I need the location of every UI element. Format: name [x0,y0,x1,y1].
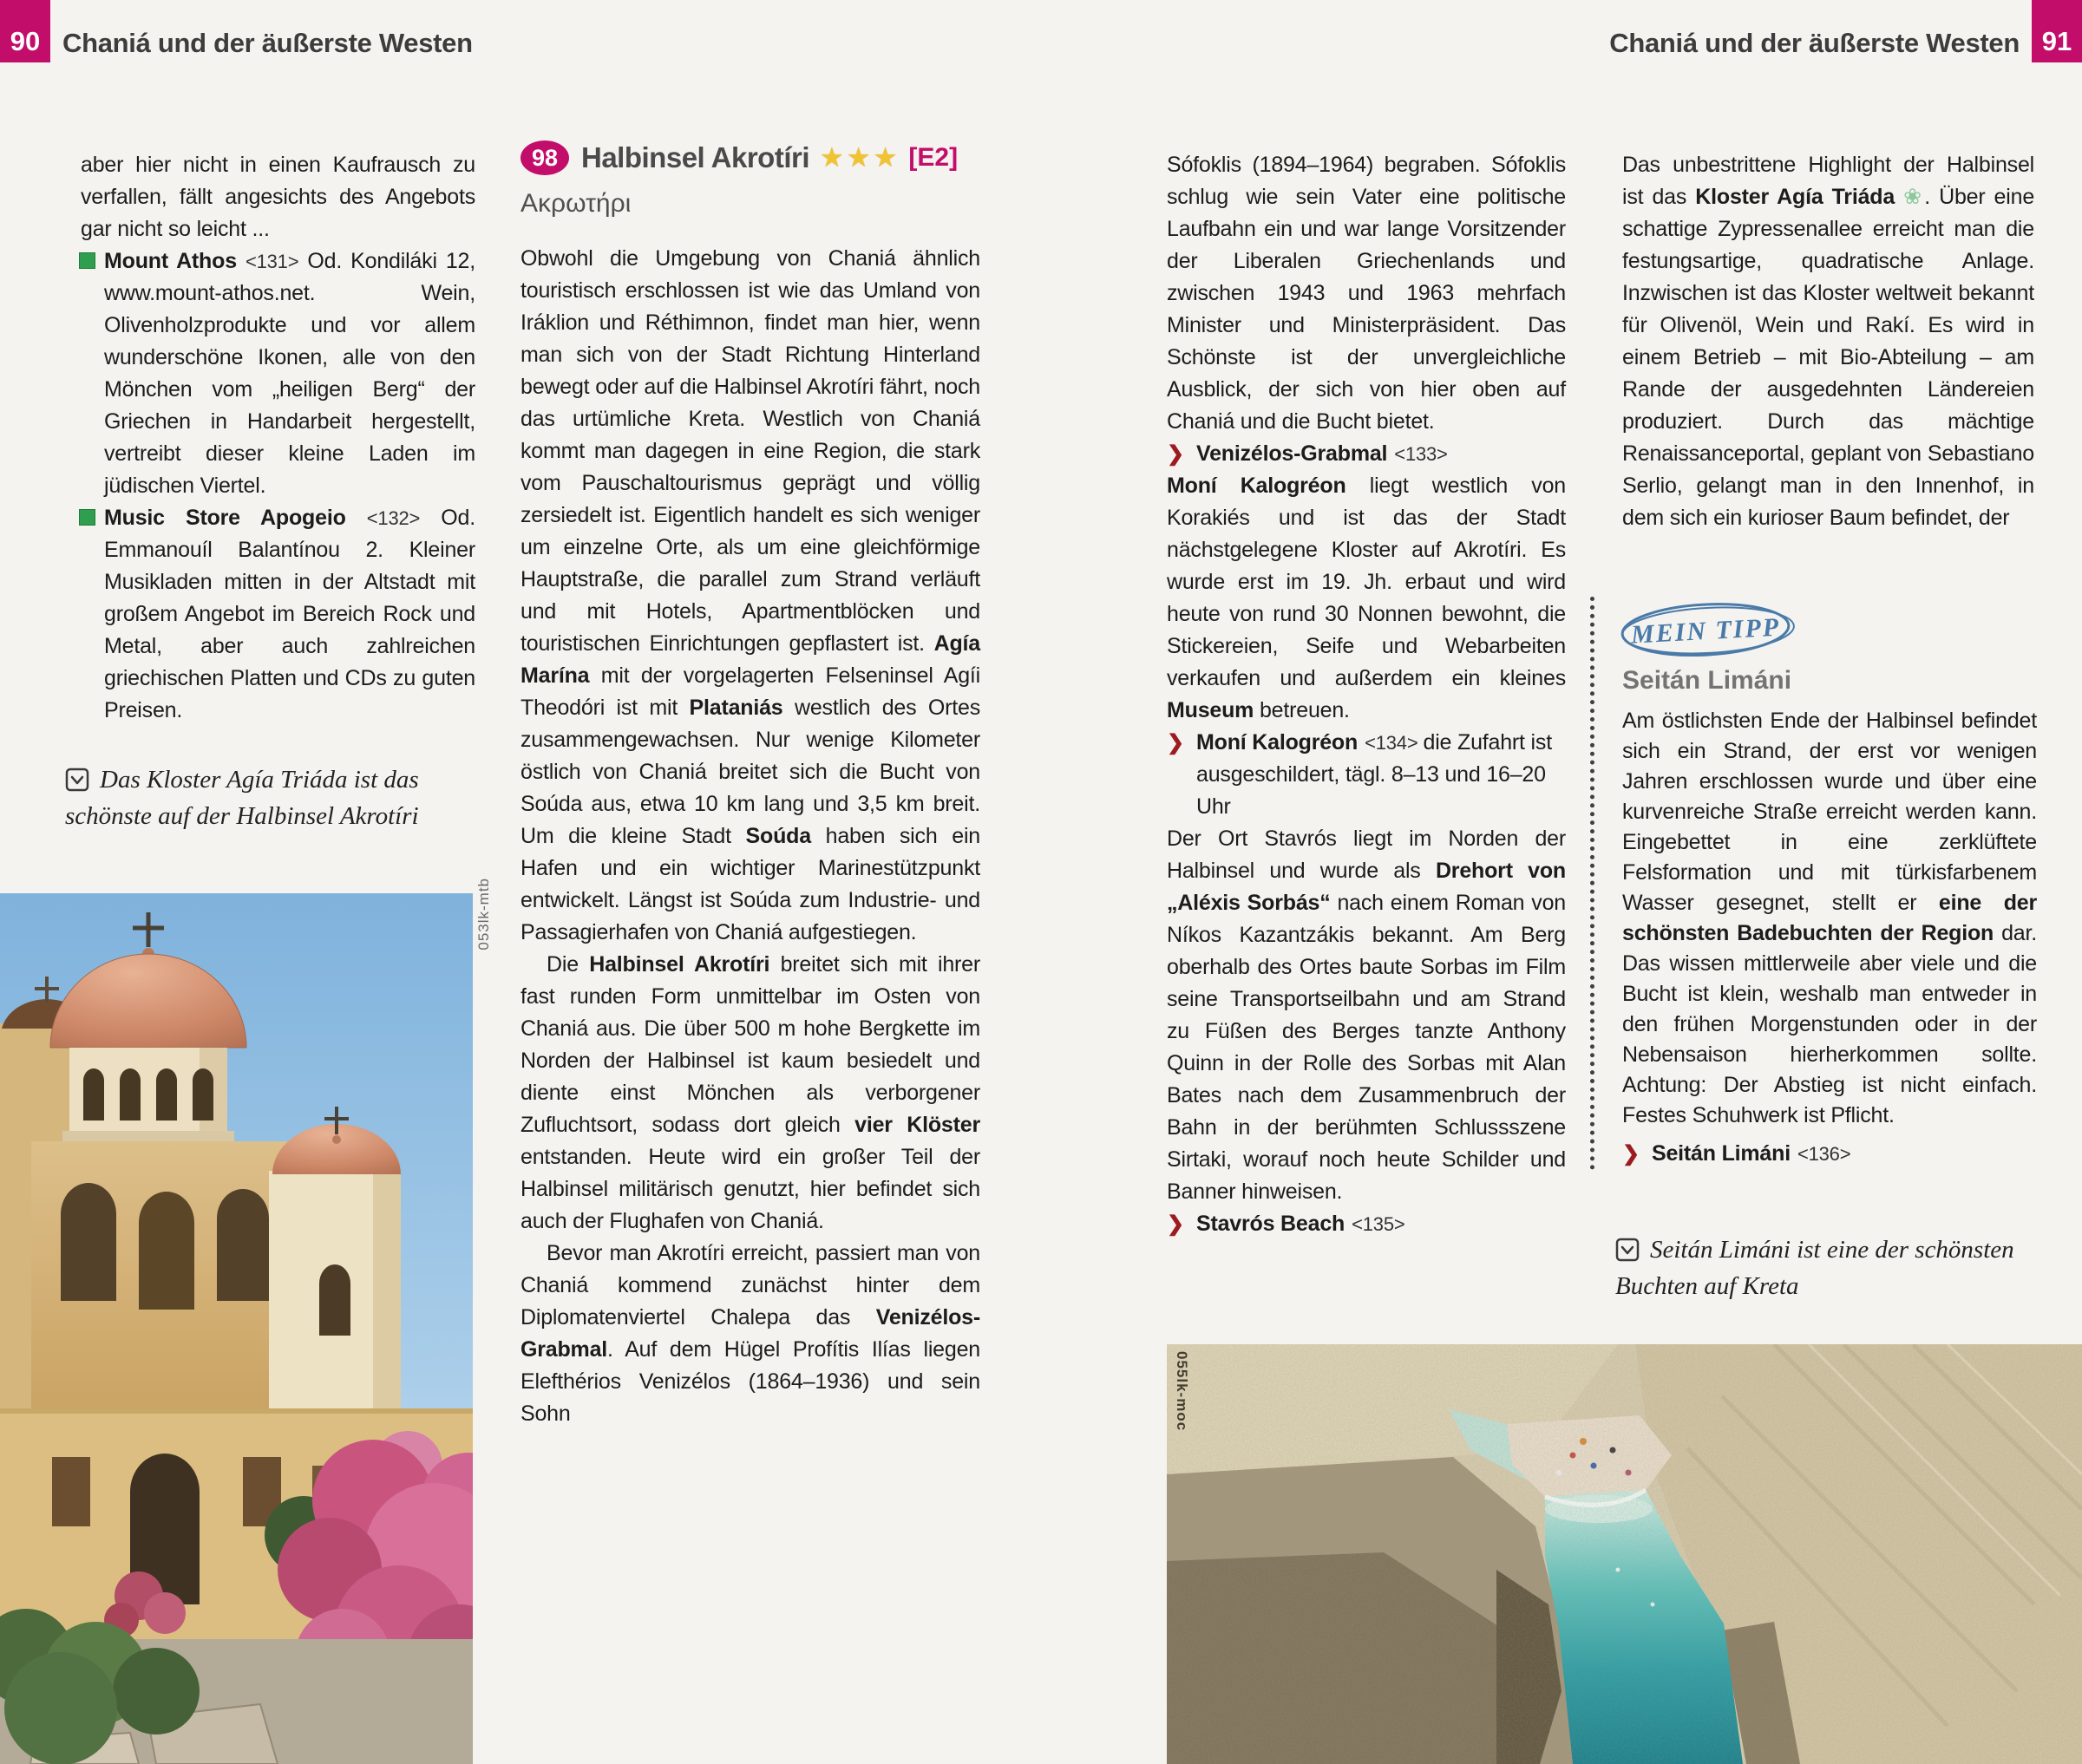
sight-link-venizelos [1167,438,1566,470]
paragraph: Die Halbinsel Akrotíri breitet sich mit ihrer fast runden Form unmittelbar im Osten von Chaniá aus. Die über 500 m hohe Bergkette im Norden der Halbinsel ist kaum besiedelt und diente einst Mönchen als verborgener Zufluchtsort, sodass dort gleich vier Klöster entstanden. Heute wird ein großer Teil der Halbinsel militärisch genutzt, hier befindet sich auch der Flughafen von Chaniá. [520,952,981,1233]
list-item-text: Music Store Apogeio <132> Od. Emmanouíl Balantínou 2. Kleiner Musikladen mitten in der Altstadt mit großem Angebot im Bereich Rock und Metal, aber auch zahlreichen griechischen Platten und CDs zu guten Preisen. [104,506,475,722]
sight-title: Halbinsel Akrotíri [581,141,810,173]
caption-box-arrow-icon [65,768,89,792]
tip-title: Seitán Limáni [1622,666,1792,695]
column-4 [1622,149,2034,534]
sight-heading [520,140,980,175]
column-3 [1167,149,1566,1240]
link-name: Venizélos-Grabmal [1196,441,1388,466]
greek-name: Ακρωτήρι [520,189,632,218]
link-ref: <134> [1365,732,1418,754]
photo-caption-church [65,761,481,834]
green-square-bullet-icon [79,252,95,269]
paragraph: Bevor man Akrotíri erreicht, passiert man von Chaniá kommend zunächst hinter dem Diplomatenviertel Chalepa das Venizélos-Grabmal. Auf dem Hügel Profítis Ilías liegen Elefthérios Venizélos (1864–1936) und sein Sohn [520,1241,980,1426]
column-2 [520,140,980,1430]
sight-link-stavros-beach [1167,1208,1566,1240]
list-item-music-store [81,502,475,727]
flower-icon: ❀ [1903,185,1925,209]
page-number-right: 91 [2032,0,2082,62]
paragraph: Sófoklis (1894–1964) begraben. Sófoklis schlug wie sein Vater eine politische Laufbahn ein und war lange Vorsitzender der Liberalen Griechenlands und zwischen 1943 und 1963 mehrfach Minister und Ministerpräsident. Das Schönste ist der unvergleichliche Ausblick, der sich von hier oben auf Chaniá und die Bucht bietet. [1167,153,1566,434]
arrow-icon: ❯ [1622,1142,1640,1166]
mein-tipp-box [1590,597,2037,1170]
three-stars-icon: ★★★ [820,142,900,173]
intro-paragraph: aber hier nicht in einen Kaufrausch zu verfallen, fällt angesichts des Angebots gar nicht so leicht ... [81,153,475,241]
header-title-right: Chaniá und der äußerste Westen [1609,28,2020,58]
arrow-icon: ❯ [1167,442,1184,466]
sight-link-moni-kalogreon [1167,727,1566,823]
map-grid-reference: [E2] [908,143,959,172]
paragraph: Obwohl die Umgebung von Chaniá ähnlich touristisch erschlossen ist wie das Umland von Iráklion und Réthimnon, findet man hier, wenn man sich von der Stadt Richtung Hinterland bewegt oder auf die Halbinsel Akrotíri fährt, noch das urtümliche Kreta. Westlich von Chaniá kommt man dagegen in eine Region, die stark vom Pauschaltourismus geprägt und völlig zersiedelt ist. Eigentlich handelt es sich weniger um einzelne Orte, als um eine gleichförmige Hauptstraße, die parallel zum Strand verläuft und mit Hotels, Apartmentblöcken und touristischen Einrichtungen gepflastert ist. Agía Marína mit der vorgelagerten Felseninsel Agíi Theodóri ist mit Plataniás westlich des Ortes zusammengewachsen. Nur wenige Kilometer östlich von Chaniá breitet sich die Bucht von Soúda aus, etwa 10 km lang und 3,5 km breit. Um die kleine Stadt Soúda haben sich ein Hafen und ein wichtiger Marinestützpunkt entwickelt. Längst ist Soúda zum Industrie- und Passagierhafen von Chaniá aufgestiegen. [520,246,980,944]
sight-link-seitan-limani [1622,1138,2037,1170]
arrow-icon: ❯ [1167,731,1184,755]
photo-caption-beach [1615,1232,2045,1304]
caption-text: Das Kloster Agía Triáda ist das schönste auf der Halbinsel Akrotíri [65,766,419,830]
arrow-icon: ❯ [1167,1212,1184,1236]
header-title-left: Chaniá und der äußerste Westen [62,28,473,58]
photo-kloster-agia-triada [0,893,473,1764]
paragraph: Der Ort Stavrós liegt im Norden der Halbinsel und wurde als Drehort von „Aléxis Sorbás“ nach einem Roman von Níkos Kazantzákis bekannt. Am Berg oberhalb des Ortes baute Sorbas im Film seine Transportseilbahn und am Strand zu Füßen des Berges tanzte Anthony Quinn in der Rolle des Sorbas mit Alan Bates nach dem Zusammenbruch der Bahn in der berühmten Schlussszene Sirtaki, worauf noch heute Schilder und Banner hinweisen. [1167,826,1566,1204]
link-name: Stavrós Beach [1196,1212,1345,1236]
link-extra: die Zufahrt ist ausgeschildert, tägl. 8–13 und 16–20 Uhr [1196,730,1552,819]
paragraph: Das unbestrittene Highlight der Halbinsel ist das Kloster Agía Triáda ❀. Über eine schattige Zypressenallee erreicht man die festungsartige, quadratische Anlage. Inzwischen ist das Kloster weltweit bekannt für Olivenöl, Wein und Rakí. Es wird in einem Betrieb – mit Bio-Abteilung – am Rande der ausgedehnten Ländereien produziert. Durch das mächtige Renaissanceportal, geplant von Sebastiano Serlio, gelangt man in den Innenhof, in dem sich ein kurioser Baum befindet, der [1622,153,2035,530]
paragraph: Moní Kalogréon liegt westlich von Korakiés und ist das der Stadt nächstgelegene Kloster auf Akrotíri. Es wurde erst im 19. Jh. erbaut und wird heute von rund 30 Nonnen bewohnt, die Stickereien, Seife und Webarbeiten verkaufen und außerdem ein kleines Museum betreuen. [1167,474,1566,722]
column-1 [81,149,475,727]
mein-tipp-badge-icon [1617,598,1797,661]
green-square-bullet-icon [79,509,95,526]
link-ref: <133> [1394,443,1448,465]
photo-seitan-limani [1167,1344,2082,1764]
page-number-left: 90 [0,0,50,62]
photo-credit-church: 053lk-mtb [475,878,492,951]
tip-text: Am östlichsten Ende der Halbinsel befindet sich ein Strand, der erst vor wenigen Jahren erschlossen wurde und über eine kurvenreiche Straße erreicht werden kann. Eingebettet in eine zerklüftete Felsformation und mit türkisfarbenem Wasser gesegnet, stellt er eine der schönsten Badebuchten der Region dar. Das wissen mittlerweile aber viele und die Bucht ist klein, weshalb man entweder in den frühen Morgenstunden oder in der Nebensaison hierherkommen sollte. Achtung: Der Abstieg ist nicht einfach. Festes Schuhwerk ist Pflicht. [1622,709,2037,1127]
link-ref: <135> [1352,1213,1405,1235]
list-item-text: Mount Athos <131> Od. Kondiláki 12, www.mount-athos.net. Wein, Olivenholzprodukte und vor allem wunderschöne Ikonen, alle von den Mönchen vom „heiligen Berg“ der Griechen in Handarbeit hergestellt, vertreibt dieser kleine Laden im jüdischen Viertel. [104,249,475,498]
link-name: Moní Kalogréon [1196,730,1359,755]
link-ref: <136> [1797,1143,1851,1165]
photo-credit-beach: 055lk-moc [1174,1351,1190,1432]
list-item-mount-athos [81,245,475,502]
caption-box-arrow-icon [1615,1238,1640,1262]
sight-number-badge: 98 [520,140,569,175]
mein-tipp-label: MEIN TIPP [1630,612,1781,650]
caption-text: Seitán Limáni ist eine der schönsten Buchten auf Kreta [1615,1236,2014,1300]
link-name: Seitán Limáni [1652,1141,1791,1166]
